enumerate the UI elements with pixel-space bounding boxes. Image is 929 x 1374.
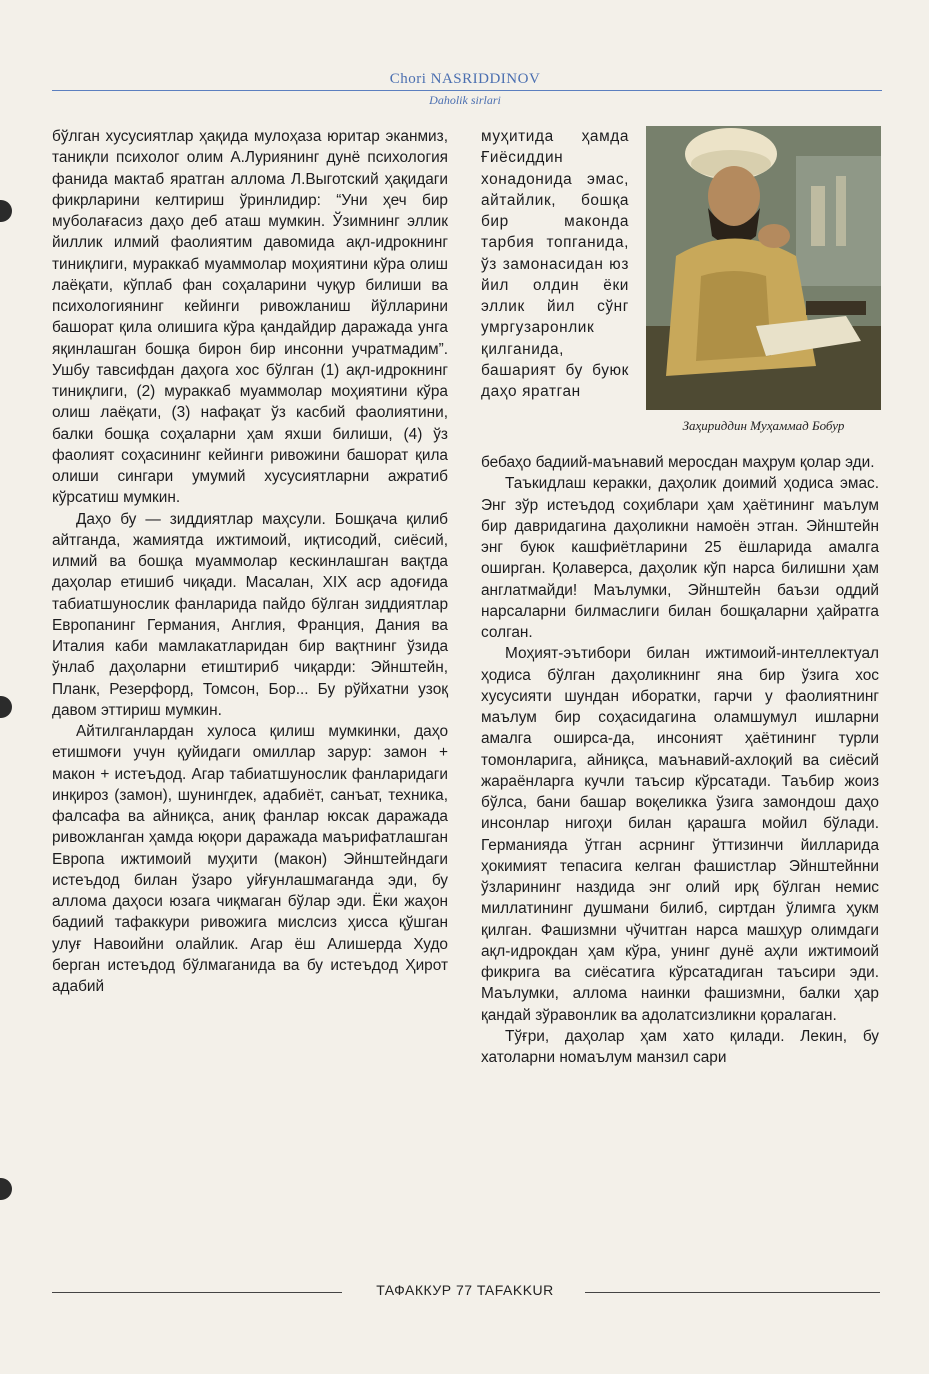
image-caption: Заҳириддин Муҳаммад Бобур bbox=[682, 418, 845, 433]
paragraph: Тўғри, даҳолар ҳам хато қилади. Лекин, бу хатоларни номаълум манзил сари bbox=[481, 1027, 879, 1066]
binder-hole bbox=[0, 200, 12, 222]
paragraph: муҳитида ҳамда Ғиёсиддин хонадонида эмас, айтайлик, бошқа бир маконда тарбия топганида, ўз замонасидан юз йил олдин ёки эллик йил сўнг умргузаронлик қилганида, башарият бу буюк даҳо яратган bbox=[481, 128, 629, 400]
header-author: Chori NASRIDDINOV bbox=[389, 71, 541, 87]
paragraph: Айтилганлардан хулоса қилиш мумкинки, даҳо етишмоғи учун қуйидаги омиллар зарур: замон + макон + истеъдод. Агар табиатшунослик фанларидаги инқироз (замон), шунингдек, адабиёт, санъат, техника, фалсафа ва айниқса, аниқ фанлар юксак даражада ривожланган ҳамда юқори даражада маърифатлашган Европа ижтимоий муҳити (макон) Эйнштейндаги истеъдод билан ўзаро уйғунлашмаганда эди, бу аллома даҳоси юзага чиқмаган бўлар эди. Ёки жаҳон бадиий тафаккури ривожига мислсиз ҳисса қўшган улуғ Навоийни олайлик. Агар ёш Алишерда Худо берган истеъдод бўлмаганида ва бу истеъдод Ҳирот адабий bbox=[52, 723, 448, 995]
footer-text: ТАФАККУР 77 TAFAKKUR bbox=[376, 1282, 554, 1298]
portrait-illustration-icon bbox=[646, 126, 881, 410]
paragraph: Моҳият-эътибори билан ижтимоий-интеллектуал ҳодиса бўлган даҳоликнинг яна бир ўзига хос хусусияти шундан иборатки, гарчи у фаолиятнинг маълум бир соҳасидагина оламшумул ишларни амалга оширса-да, инсоният ҳаётининг турли томонларига, айниқса, маънавий-ахлоқий ва сиёсий жараёнларга кучли таъсир кўрсатади. Таъбир жоиз бўлса, бани башар воқеликка ўзига замондош даҳо инсонлар нигоҳи билан қарашга мойил бўлади. Германияда ўтган асрнинг ўттизинчи йилларида ҳокимият тепасига келган фашистлар Эйнштейнни ўзларининг наздида энг олий ирқ бўлган немис миллатининг душмани билиб, сиртдан ўлимга ҳукм қилган. Фашизмни чўчитган нарса машҳур олимдаги ақл-идрокдан ҳам кўра, унинг дунё аҳли ижтимоий фикрига ва сиёсатига кўрсатадиган таъсири эди. Маълумки, аллома наинки фашизмни, балки ҳар қандай зўравонлик ва адолатсизликни қоралаган. bbox=[481, 645, 879, 1024]
binder-hole bbox=[0, 1178, 12, 1200]
paragraph: Таъкидлаш керакки, даҳолик доимий ҳодиса эмас. Энг зўр истеъдод соҳиблари ҳам ҳаётининг маълум бир давридагина даҳоликни намоён этган. Эйнштейн энг буюк кашфиётларини 25 ёшларида амалга оширган. Қолаверса, даҳолик кўп нарса билишни ҳам англатмайди! Маълумки, Эйнштейн баъзи оддий нарсаларни билмаслиги билан бошқаларни ҳайратга солган. bbox=[481, 475, 879, 641]
header-subtitle: Daholik sirlari bbox=[429, 93, 501, 107]
paragraph: Даҳо бу — зиддиятлар маҳсули. Бошқача қилиб айтганда, жамиятда ижтимоий, иқтисодий, сиёсий, илмий ва бошқа муаммолар кескинлашган вақтда даҳолар етишиб чиқади. Масалан, XIX аср адоғида табиатшунослик фанларида пайдо бўлган зиддиятлар Европанинг Германия, Англия, Франция, Дания ва Италия каби мамлакатларидан бир вақтнинг ўзида ўнлаб даҳоларни етиштириб чиқарди: Эйнштейн, Планк, Резерфорд, Томсон, Бор... Бу рўйхатни узоқ давом эттириш мумкин. bbox=[52, 510, 448, 719]
binder-hole bbox=[0, 696, 12, 718]
footer-divider-left bbox=[52, 1292, 342, 1293]
right-column bbox=[481, 452, 879, 1068]
left-column bbox=[52, 126, 448, 997]
portrait-image bbox=[646, 126, 881, 410]
header-divider bbox=[52, 90, 882, 91]
paragraph: бебаҳо бадиий-маънавий меросдан маҳрум қолар эди. bbox=[481, 454, 875, 471]
right-column-top bbox=[481, 126, 629, 402]
footer-divider-right bbox=[585, 1292, 880, 1293]
paragraph: бўлган хусусиятлар ҳақида мулоҳаза юритар эканмиз, таниқли психолог олим А.Луриянинг дунё психология фанида мактаб яратган аллома Л.Выготский ҳақидаги фикрларини келтириш ўринлидир: “Уни ҳеч бир муболағасиз даҳо деб аташ мумкин. Ўзимнинг эллик йиллик илмий фаолиятим давомида ақл-идрокнинг тиниқлиги, мураккаб муаммолар моҳиятини кўра олиш лаёқати, кўплаб фан соҳаларини чуқур билиши ва психологиянинг кейинги ривожланиш йўлларини башорат қила олишига кўра қандайдир даражада унга яқинлашган бошқа бирон бир инсонни учратмадим”. Ушбу тавсифдан даҳога хос бўлган (1) ақл-идрокнинг тиниқлиги, (2) мураккаб муаммолар моҳиятини кўра олиш лаёқати, (3) нафақат ўз касбий фаолиятини, балки бошқа соҳаларни ҳам яхши билиши, (4) ўз фаолият соҳасининг кейинги ривожини башорат қила олиши сингари умумий хусусиятларни ажратиб кўрсатиш мумкин. bbox=[52, 128, 448, 507]
